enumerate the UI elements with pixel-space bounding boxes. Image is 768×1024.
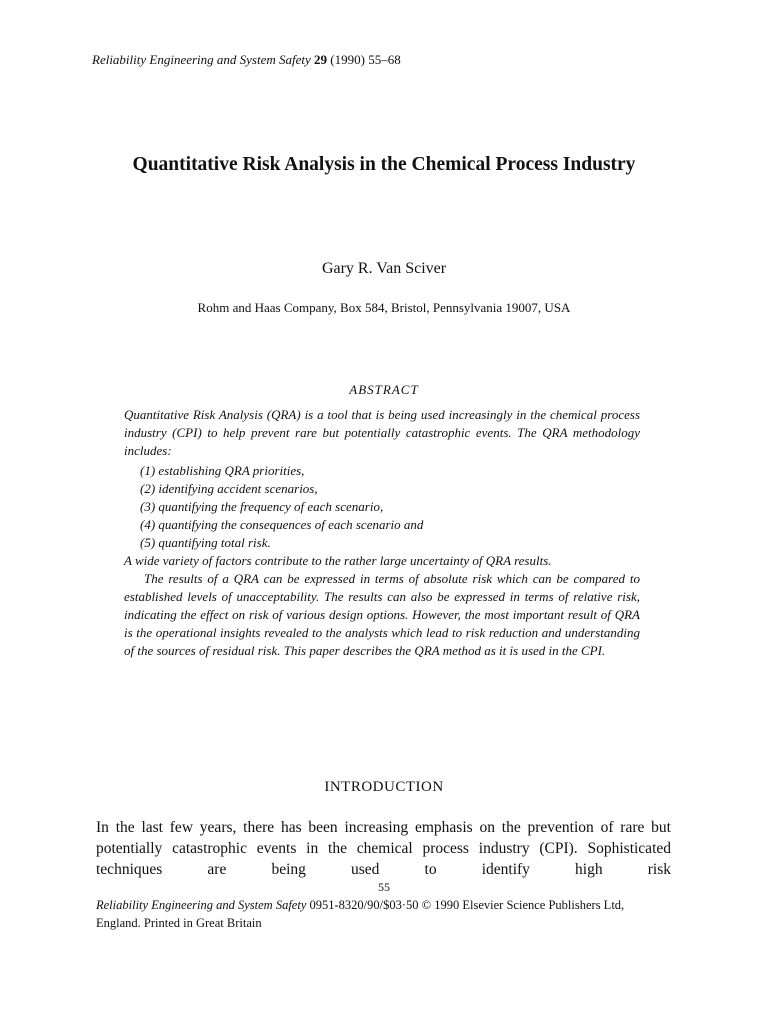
abstract-intro: Quantitative Risk Analysis (QRA) is a tool that is being used increasingly in the chemical process industry (CPI) to help prevent rare but potentially catastrophic events. The QRA methodology includes: <box>124 407 640 458</box>
list-item: (2) identifying accident scenarios, <box>140 481 318 496</box>
list-item: (1) establishing QRA priorities, <box>140 463 305 478</box>
abstract-paragraph-2: A wide variety of factors contribute to the rather large uncertainty of QRA results. <box>124 553 552 568</box>
footer-publication-info: 0951-8320/90/$03·50 © 1990 Elsevier Science Publishers Ltd, England. Printed in Great Britain <box>96 898 625 930</box>
list-item: (5) quantifying total risk. <box>140 535 271 550</box>
introduction-body <box>96 817 671 880</box>
footer-note <box>96 896 671 932</box>
author-name: Gary R. Van Sciver <box>321 260 447 277</box>
introduction-heading: INTRODUCTION <box>324 779 444 795</box>
list-item: (4) quantifying the consequences of each scenario and <box>140 517 424 532</box>
journal-citation <box>92 52 401 68</box>
abstract-heading: ABSTRACT <box>349 382 419 397</box>
journal-year-pages: (1990) 55–68 <box>330 52 401 67</box>
list-item: (3) quantifying the frequency of each scenario, <box>140 499 384 514</box>
journal-volume: 29 <box>314 52 328 67</box>
footer-journal-name: Reliability Engineering and System Safety <box>96 898 307 912</box>
methodology-list <box>124 462 640 552</box>
journal-name: Reliability Engineering and System Safety <box>92 52 311 67</box>
paper-title: Quantitative Risk Analysis in the Chemical Process Industry <box>132 154 636 175</box>
abstract-body <box>124 406 640 660</box>
abstract-paragraph-3: The results of a QRA can be expressed in terms of absolute risk which can be compared to established levels of unacceptability. The results can also be expressed in terms of relative risk, indicating the effect on risk of various design options. However, the most important result of QRA is the operational insights revealed to the analysts which lead to risk reduction and understanding of the sources of residual risk. This paper describes the QRA method as it is used in the CPI. <box>124 571 640 658</box>
page-number: 55 <box>378 880 390 894</box>
introduction-paragraph: In the last few years, there has been increasing emphasis on the prevention of rare but potentially catastrophic events in the chemical process industry (CPI). Sophisticated techniques are being used to identify high risk <box>96 819 671 878</box>
author-affiliation: Rohm and Haas Company, Box 584, Bristol, Pennsylvania 19007, USA <box>197 300 571 315</box>
